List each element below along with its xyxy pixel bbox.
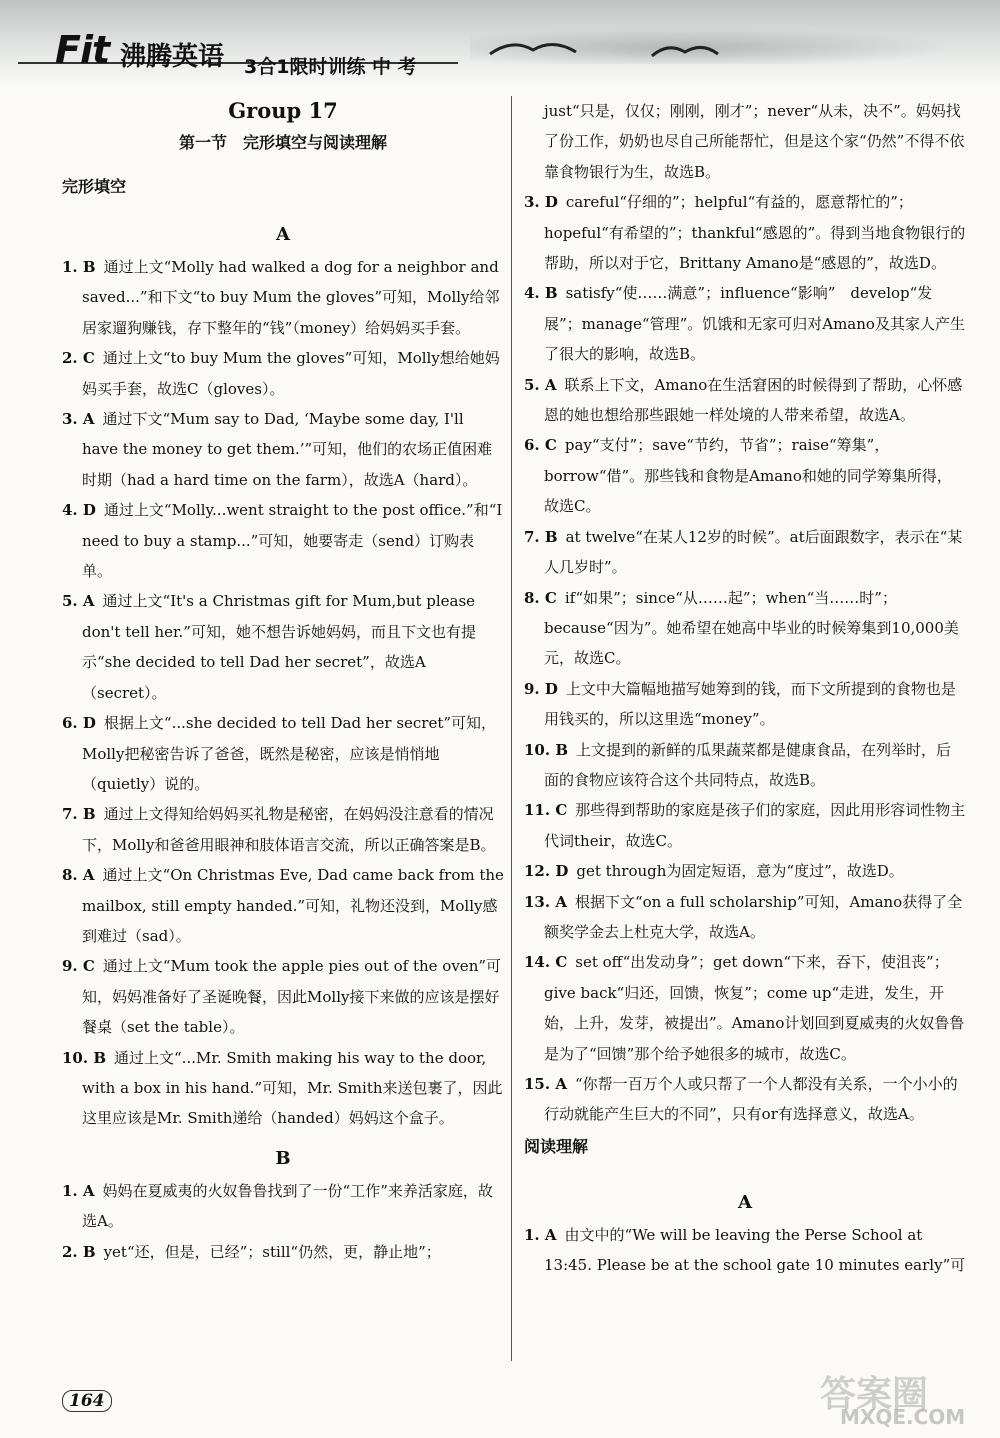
question-number: 8. <box>524 588 540 607</box>
series-title: 3合1限时训练 中 考 <box>244 56 417 78</box>
watermark-logo: 答案圈 <box>820 1374 929 1415</box>
answer-item <box>524 674 966 735</box>
answer-item <box>524 522 966 583</box>
answer-letter: A <box>77 866 95 885</box>
answer-letter: C <box>539 588 557 607</box>
explanation-text: 通过上文“Mum took the apple pies out of the oven”可知，妈妈准备好了圣诞晚餐，因此Molly接下来做的应该是摆好餐桌（set the table）。 <box>82 957 502 1037</box>
answer-letter: B <box>88 1048 107 1067</box>
answer-item <box>62 586 504 708</box>
answer-letter: B <box>539 284 558 303</box>
answer-item <box>524 1069 966 1130</box>
question-number: 9. <box>62 957 78 976</box>
cloze-title: 完形填空 <box>62 177 127 196</box>
question-number: 6. <box>62 714 78 733</box>
explanation-text: 上文提到的新鲜的瓜果蔬菜都是健康食品，在列举时，后面的食物应该符合这个共同特点，故选B。 <box>544 740 952 789</box>
question-number: 8. <box>62 866 78 885</box>
question-number: 4. <box>62 501 78 520</box>
explanation-text: 上文中大篇幅地描写她筹到的钱，而下文所提到的食物也是用钱买的，所以这里选“money”。 <box>544 679 956 729</box>
answer-item <box>524 795 966 856</box>
answer-item <box>62 1176 504 1237</box>
answer-letter: A <box>539 1225 557 1244</box>
question-number: 3. <box>524 193 540 212</box>
part-b-answers-left <box>62 1176 504 1267</box>
answer-item <box>524 583 966 674</box>
answer-letter: C <box>550 953 568 972</box>
answer-letter: D <box>539 193 558 212</box>
explanation-text: 通过下文“Mum say to Dad, ‘Maybe some day, I'll have the money to get them.’”可知，他们的农场正值困难时期（had a hard time on the farm），故选A（hard）。 <box>82 410 493 489</box>
right-column <box>524 96 966 1281</box>
page-header <box>0 0 1000 88</box>
question-number: 15. <box>524 1075 551 1093</box>
question-number: 7. <box>524 527 540 546</box>
brand-logo: Fit <box>55 28 110 72</box>
question-number: 10. <box>62 1048 89 1067</box>
question-number: 9. <box>524 679 540 698</box>
question-number: 7. <box>62 805 78 824</box>
answer-letter: D <box>550 862 569 881</box>
question-number: 14. <box>524 953 551 972</box>
question-number: 11. <box>524 801 551 820</box>
answer-item <box>524 370 966 431</box>
answer-item <box>62 343 504 404</box>
question-number: 1. <box>524 1225 540 1244</box>
answer-item <box>62 252 504 343</box>
answer-letter: B <box>550 740 569 759</box>
explanation-text: yet“还，但是，已经”；still“仍然，更，静止地”； <box>103 1242 441 1261</box>
answer-letter: D <box>77 501 96 520</box>
explanation-text: careful“仔细的”；helpful“有益的，愿意帮忙的”；hopeful“有希望的”；thankful“感恩的”。得到当地食物银行的帮助，所以对于它，Brittany Amano是“感恩的”，故选D。 <box>544 193 966 273</box>
explanation-text: 根据下文“on a full scholarship”可知，Amano获得了全额奖学金去上杜克大学，故选A。 <box>544 892 963 941</box>
answer-letter: B <box>77 1242 96 1261</box>
answer-item <box>62 951 504 1042</box>
answer-item <box>62 495 504 586</box>
question-number: 10. <box>524 740 551 759</box>
explanation-text: 联系上下文，Amano在生活窘困的时候得到了帮助，心怀感恩的她也想给那些跟她一样处境的人带来希望，故选A。 <box>544 375 963 425</box>
explanation-text: 通过上文“Molly had walked a dog for a neighbor and saved...”和下文“to buy Mum the gloves”可知，Molly给邻居家遛狗赚钱，存下整年的“钱”（money）给妈妈买手套。 <box>82 258 500 337</box>
answer-letter: A <box>550 892 567 911</box>
group-title: Group 17 <box>228 98 338 123</box>
answer-letter: B <box>539 527 558 546</box>
question-number: 2. <box>62 1242 78 1261</box>
explanation-text: 通过上文“to buy Mum the gloves”可知，Molly想给她妈妈买手套，故选C（gloves）。 <box>82 349 500 398</box>
explanation-text: 通过上文“...Mr. Smith making his way to the door, with a box in his hand.”可知，Mr. Smith来送包裹了，因此这里应该是Mr. Smith递给（handed）妈妈这个盒子。 <box>82 1048 503 1128</box>
explanation-text: 那些得到帮助的家庭是孩子们的家庭，因此用形容词性物主代词their，故选C。 <box>544 801 966 850</box>
answer-letter: A <box>77 1181 95 1200</box>
answer-letter: C <box>539 436 557 455</box>
bird-icon <box>650 40 720 62</box>
explanation-text: set off“出发动身”；get down“下来，吞下，使沮丧”；give back“归还，回馈，恢复”；come up“走进，发生，开始，上升，发芽，被提出”。Amano计划回到夏威夷的火奴鲁鲁是为了“回馈”那个给予她很多的城市，故选C。 <box>544 953 965 1063</box>
answer-item <box>62 1043 504 1134</box>
part-b-label: B <box>275 1147 291 1169</box>
answer-item <box>524 278 966 369</box>
explanation-text: pay“支付”；save“节约，节省”；raise“筹集”，borrow“借”。那些钱和食物是Amano和她的同学筹集所得，故选C。 <box>544 436 952 516</box>
question-number: 6. <box>524 436 540 455</box>
answer-item <box>524 735 966 796</box>
question-number: 1. <box>62 258 78 276</box>
explanation-text: 通过上文“Molly...went straight to the post office.”和“I need to buy a stamp...”可知，她要寄走（send）订购表单。 <box>82 501 503 581</box>
answer-item <box>62 860 504 951</box>
explanation-text: get through为固定短语，意为“度过”，故选D。 <box>576 862 904 881</box>
answer-letter: A <box>550 1075 567 1093</box>
answer-item <box>524 187 966 278</box>
answer-letter: D <box>77 714 96 733</box>
page-number: 164 <box>62 1390 112 1412</box>
explanation-text: 通过上文“On Christmas Eve, Dad came back from the mailbox, still empty handed.”可知，礼物还没到，Molly感到难过（sad）。 <box>82 866 504 945</box>
brand-name: 沸腾英语 <box>120 42 225 72</box>
reading-title: 阅读理解 <box>524 1136 589 1156</box>
question-number: 5. <box>62 592 78 611</box>
left-column <box>62 96 504 1267</box>
part-a-label: A <box>276 224 290 245</box>
explanation-text: 通过上文得知给妈妈买礼物是秘密，在妈妈没注意看的情况下，Molly和爸爸用眼神和肢体语言交流，所以正确答案是B。 <box>82 805 496 854</box>
bird-icon <box>488 36 578 60</box>
answer-item <box>62 708 504 799</box>
question-number: 3. <box>62 410 78 429</box>
explanation-text: satisfy“使……满意”；influence“影响” develop“发展”；manage“管理”。饥饿和无家可归对Amano及其家人产生了很大的影响，故选B。 <box>544 284 965 364</box>
answer-letter: B <box>77 805 96 824</box>
question-number: 2. <box>62 349 78 368</box>
answer-item <box>524 887 966 948</box>
reading-a-label: A <box>738 1191 752 1213</box>
part-a-answers <box>62 252 504 1134</box>
answer-continuation: just“只是，仅仅；刚刚，刚才”；never“从未，决不”。妈妈找了份工作，奶奶也尽自己所能帮忙，但是这个家“仍然”不得不依靠食物银行为生，故选B。 <box>544 102 965 181</box>
answer-letter: C <box>77 349 95 368</box>
answer-item <box>524 430 966 521</box>
explanation-text: at twelve“在某人12岁的时候”。at后面跟数字，表示在“某人几岁时”。 <box>544 527 963 577</box>
section-title: 第一节 完形填空与阅读理解 <box>178 133 387 152</box>
answer-letter: A <box>77 592 95 611</box>
answer-item <box>524 1220 966 1281</box>
answer-letter: C <box>550 801 568 820</box>
answer-letter: C <box>77 957 95 976</box>
answer-item <box>524 856 966 886</box>
explanation-text: “你帮一百万个人或只帮了一个人都没有关系，一个小小的行动就能产生巨大的不同”，只有or有选择意义，故选A。 <box>544 1075 958 1124</box>
watermark-url: MXQE.COM <box>840 1405 966 1429</box>
answer-item <box>62 1237 504 1267</box>
question-number: 4. <box>524 284 540 303</box>
explanation-text: 根据上文“...she decided to tell Dad her secret”可知，Molly把秘密告诉了爸爸，既然是秘密，应该是悄悄地（quietly）说的。 <box>82 714 497 793</box>
answer-item <box>62 404 504 495</box>
answer-letter: D <box>539 679 558 698</box>
question-number: 1. <box>62 1181 78 1200</box>
answer-letter: A <box>77 410 95 429</box>
column-divider <box>511 96 512 1361</box>
explanation-text: 妈妈在夏威夷的火奴鲁鲁找到了一份“工作”来养活家庭，故选A。 <box>82 1181 493 1231</box>
answer-item <box>62 799 504 860</box>
question-number: 13. <box>524 892 551 911</box>
answer-letter: B <box>77 258 96 276</box>
reading-a-answers <box>524 1220 966 1281</box>
explanation-text: 由文中的“We will be leaving the Perse School at 13:45. Please be at the school gate 10 minutes early”可 <box>544 1225 966 1275</box>
question-number: 5. <box>524 375 540 394</box>
answer-letter: A <box>539 375 557 394</box>
part-b-answers-right <box>524 187 966 1130</box>
answer-item <box>524 947 966 1069</box>
question-number: 12. <box>524 862 551 881</box>
explanation-text: 通过上文“It's a Christmas gift for Mum,but please don't tell her.”可知，她不想告诉她妈妈，而且下文也有提示“she decided to tell Dad her secret”，故选A（secret）。 <box>82 592 476 702</box>
explanation-text: if“如果”；since“从……起”；when“当……时”；because“因为”。她希望在她高中毕业的时候筹集到10,000美元，故选C。 <box>544 588 959 668</box>
